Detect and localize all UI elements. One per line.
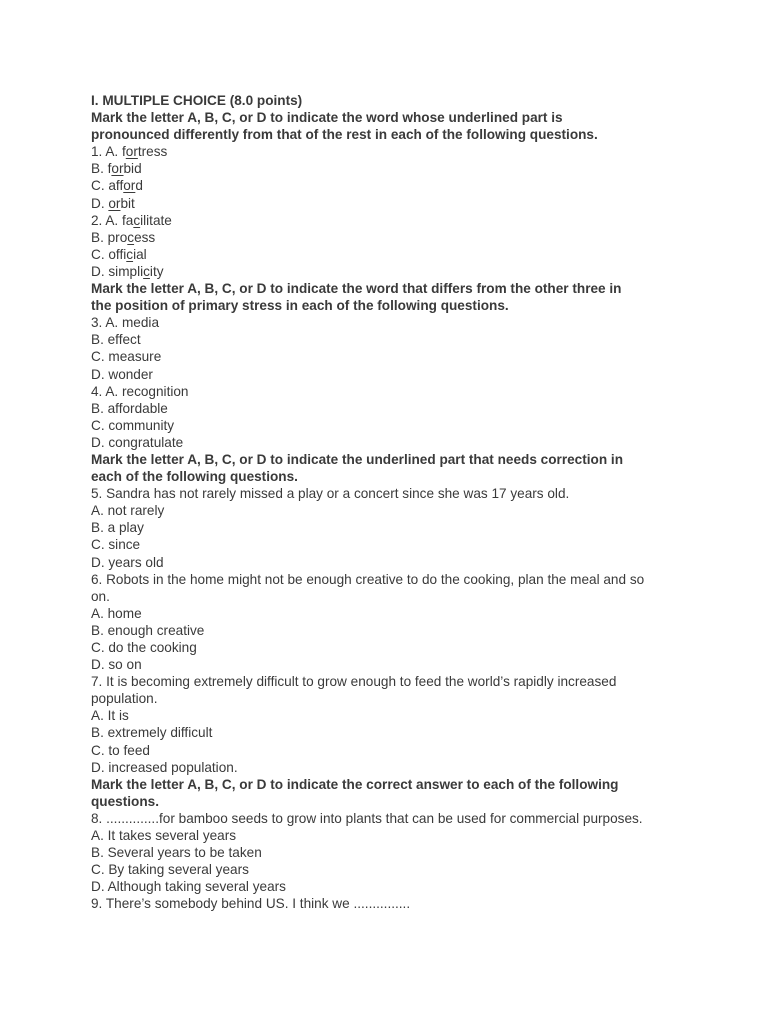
instruction-correction-line-1: Mark the letter A, B, C, or D to indicate the underlined part that needs correction in [91, 451, 623, 467]
q1-option-d: D. orbit [91, 195, 135, 211]
q5-option-a: A. not rarely [91, 503, 165, 519]
q2-option-a: 2. A. facilitate [91, 212, 172, 228]
instruction-answer-line-1: Mark the letter A, B, C, or D to indicate the correct answer to each of the following [91, 776, 619, 792]
instruction-pronunciation-line-1: Mark the letter A, B, C, or D to indicate the word whose underlined part is [91, 110, 563, 126]
section-title: I. MULTIPLE CHOICE (8.0 points) [91, 93, 303, 108]
q5-text: 5. Sandra has not rarely missed a play or a concert since she was 17 years old. [91, 486, 570, 502]
q5-option-c: C. since [91, 537, 141, 553]
q1-option-a: 1. A. fortress [91, 144, 168, 160]
instruction-pronunciation-line-2: pronounced differently from that of the rest in each of the following questions. [91, 127, 598, 143]
q4-option-c: C. community [91, 417, 175, 433]
exam-document [91, 92, 691, 913]
instruction-correction-line-2: each of the following questions. [91, 469, 298, 485]
q7-text-line-2: population. [91, 691, 158, 707]
underlined-part: c [127, 229, 135, 245]
q3-option-d: D. wonder [91, 366, 153, 382]
q4-option-a: 4. A. recognition [91, 383, 189, 399]
q5-option-b: B. a play [91, 520, 144, 536]
q7-option-a: A. It is [91, 708, 129, 724]
underlined-part: or [111, 161, 124, 177]
q8-option-b: B. Several years to be taken [91, 845, 262, 861]
q1-option-b: B. forbid [91, 161, 142, 177]
q4-option-b: B. affordable [91, 400, 168, 416]
underlined-part: or [123, 178, 136, 194]
q7-option-d: D. increased population. [91, 759, 238, 775]
q8-option-a: A. It takes several years [91, 828, 237, 844]
instruction-stress-line-2: the position of primary stress in each of the following questions. [91, 298, 509, 314]
q6-option-a: A. home [91, 605, 142, 621]
instruction-answer-line-2: questions. [91, 793, 159, 809]
q4-option-d: D. congratulate [91, 434, 184, 450]
q2-option-d: D. simplicity [91, 263, 164, 279]
underlined-part: or [108, 195, 121, 211]
q1-option-c: C. afford [91, 178, 143, 194]
q2-option-b: B. process [91, 229, 156, 245]
q7-text-line-1: 7. It is becoming extremely difficult to grow enough to feed the world’s rapidly increased [91, 674, 617, 690]
q7-option-c: C. to feed [91, 742, 150, 758]
q8-text: 8. ..............for bamboo seeds to grow into plants that can be used for commercial purposes. [91, 810, 643, 826]
q9-text: 9. There’s somebody behind US. I think we ............... [91, 896, 411, 912]
underlined-part: c [126, 246, 134, 262]
q6-option-c: C. do the cooking [91, 640, 197, 655]
underlined-part: c [133, 212, 141, 228]
q6-text-line-2: on. [91, 588, 110, 604]
q5-option-d: D. years old [91, 554, 164, 570]
q3-option-c: C. measure [91, 349, 162, 365]
q6-text-line-1: 6. Robots in the home might not be enough creative to do the cooking, plan the meal and so [91, 571, 645, 587]
q6-option-d: D. so on [91, 657, 142, 673]
underlined-part: c [143, 263, 150, 279]
underlined-part: or [125, 144, 138, 160]
q6-option-b: B. enough creative [91, 622, 205, 638]
q7-option-b: B. extremely difficult [91, 725, 213, 741]
q8-option-d: D. Although taking several years [91, 879, 286, 895]
instruction-stress-line-1: Mark the letter A, B, C, or D to indicate the word that differs from the other three in [91, 281, 622, 297]
q2-option-c: C. official [91, 246, 147, 262]
q8-option-c: C. By taking several years [91, 862, 249, 878]
q3-option-a: 3. A. media [91, 315, 160, 331]
q3-option-b: B. effect [91, 332, 141, 348]
